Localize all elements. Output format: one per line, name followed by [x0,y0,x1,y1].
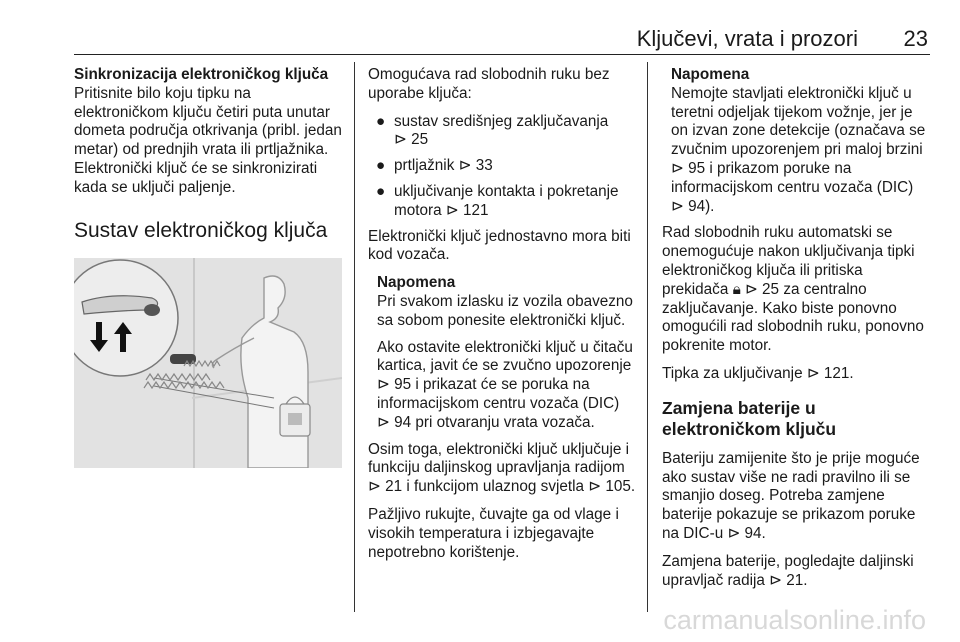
column-2 [368,66,636,571]
cross-reference-arrow-icon[interactable]: ⊳ [769,571,782,589]
note-box [368,274,636,432]
note-box [662,66,930,216]
paragraph-radio: Zamjena baterije, pogledajte daljinski upravljač radija ⊳ 21. [662,552,914,589]
cross-reference-arrow-icon[interactable]: ⊳ [727,524,741,542]
note-paragraph: Pri svakom izlasku iz vozila obavezno sa sobom ponesite elektronički ključ. [377,292,633,329]
cross-reference-arrow-icon[interactable]: ⊳ [744,280,758,298]
paragraph-intro: Omogućava rad slobodnih ruku bez uporabe ključa: [368,66,610,102]
note-paragraph: Nemojte stavljati elektronički ključ u teretni odjeljak tijekom vožnje, jer je on izvan zone detekcije (označava se zvučnim upozorenjem pri maloj brzini ⊳ 95 i prikazom poruke na informacijskom centru vozača (DIC) ⊳ 94). [671,84,926,215]
chapter-title: Ključevi, vrata i prozori [636,26,858,51]
cross-reference-arrow-icon[interactable]: ⊳ [377,413,390,431]
list-item: ● prtljažnik ⊳ 33 [376,157,493,175]
illustration-keyless-entry [74,258,342,468]
page-header [74,0,930,55]
cross-reference-arrow-icon[interactable]: ⊳ [671,159,684,177]
cross-reference-arrow-icon[interactable]: ⊳ [588,478,602,496]
note-paragraph: Ako ostavite elektronički ključ u čitaču kartica, javit će se zvučno upozorenje ⊳ 95 i prikazat će se poruka na informacijskom centru vozača (DIC) ⊳ 94 pri otvaranju vrata vozača. [377,338,633,431]
cross-reference-arrow-icon[interactable]: ⊳ [671,197,684,215]
cross-reference-arrow-icon[interactable]: ⊳ [806,364,820,382]
section-heading-battery: Zamjena baterije u elektroničkom ključu [662,397,837,439]
cross-reference-arrow-icon[interactable]: ⊳ [394,131,407,149]
page-number: 23 [903,26,928,51]
column-divider [647,62,648,612]
column-divider [354,62,355,612]
paragraph-sync: Pritisnite bilo koju tipku na elektroničkom ključu četiri puta unutar dometa područja otkrivanja (pribl. jedan metar) od prednjih vrata ili prtljažnika. Elektronički ključ će se sinkronizirati kada se uključi paljenje. [74,84,342,196]
cross-reference-arrow-icon[interactable]: ⊳ [377,376,390,394]
paragraph-battery: Bateriju zamijenite što je prije moguće ako sustav više ne radi pravilno ili se smanjio doseg. Potreba zamjene baterije pokazuje se prikazom poruke na DIC-u ⊳ 94. [662,449,920,542]
section-heading-electronic-key: Sustav elektroničkog ključa [74,218,328,242]
padlock-switch-icon: 🔒︎ [732,280,741,298]
paragraph-handsfree-off: Rad slobodnih ruku automatski se onemogućuje nakon uključivanja tipki elektroničkog ključa ili pritiska prekidača 🔒︎ ⊳ 25 za centralno zaključavanje. Kako biste ponovno omogućili rad slobodnih ruku, ponovno pokrenite motor. [662,224,924,355]
column-1 [74,66,344,468]
list-item: ● sustav središnjeg zaključavanja ⊳ 25 [376,112,609,149]
cross-reference-arrow-icon[interactable]: ⊳ [458,157,472,175]
cross-reference-arrow-icon[interactable]: ⊳ [445,201,459,219]
column-3 [662,66,930,599]
paragraph-care: Pažljivo rukujte, čuvajte ga od vlage i visokih temperatura i izbjegavajte nepotrebno korištenje. [368,505,619,561]
note-heading: Napomena [671,66,750,83]
feature-list [368,113,636,221]
paragraph-remote: Osim toga, elektronički ključ uključuje i funkciju daljinskog upravljanja radijom ⊳ 21 i funkcijom ulaznog svjetla ⊳ 105. [368,440,636,496]
subheading-sync: Sinkronizacija elektroničkog ključa [74,66,329,83]
list-item: ● uključivanje kontakta i pokretanje motora ⊳ 121 [376,182,619,219]
note-heading: Napomena [377,274,456,292]
paragraph-carry: Elektronički ključ jednostavno mora biti kod vozača. [368,227,631,264]
paragraph-start-button: Tipka za uključivanje ⊳ 121. [662,364,854,382]
watermark: carmanualsonline.info [663,605,926,635]
cross-reference-arrow-icon[interactable]: ⊳ [368,478,381,496]
